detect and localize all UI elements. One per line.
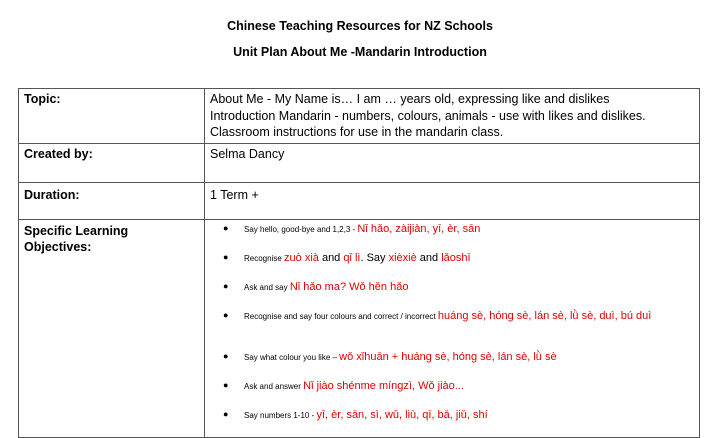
list-item xyxy=(210,406,694,435)
topic-line: Introduction Mandarin - numbers, colours, animals - use with likes and dislikes. xyxy=(210,108,646,123)
list-item xyxy=(210,307,694,348)
bullet-icon: ● xyxy=(223,251,229,262)
pinyin-text: Nǐ jiào shénme míngzì, Wǒ jiào... xyxy=(303,379,464,392)
unit-plan-table xyxy=(18,88,700,438)
unit-plan-subtitle: Unit Plan About Me -Mandarin Introduction xyxy=(233,45,487,59)
duration-value: 1 Term + xyxy=(205,182,700,219)
bullet-icon: ● xyxy=(223,280,229,291)
table-row-topic xyxy=(19,89,700,144)
objective-text: and xyxy=(318,251,344,264)
topic-line: Classroom instructions for use in the mandarin class. xyxy=(210,125,504,139)
pinyin-text: Nǐ hǎo, zàijiàn, yī, èr, sān xyxy=(357,222,481,235)
pinyin-text: zuò xià xyxy=(284,251,319,264)
pinyin-text: wǒ xǐhuān + huáng sè, hóng sè, lán sè, lǜ sè xyxy=(339,350,557,363)
objectives-label: Specific Learning Objectives: xyxy=(19,219,205,437)
created-by-value: Selma Dancy xyxy=(205,143,700,182)
topic-label: Topic: xyxy=(19,89,205,144)
pinyin-text: lǎoshī xyxy=(441,251,471,264)
pinyin-text: qǐ lì xyxy=(343,251,361,264)
table-row-created-by xyxy=(19,143,700,182)
list-item xyxy=(210,220,694,249)
pinyin-text: xièxiè xyxy=(388,251,417,264)
bullet-icon: ● xyxy=(223,408,229,419)
table-row-objectives xyxy=(19,219,700,437)
objective-text: and xyxy=(416,251,442,264)
bullet-icon: ● xyxy=(223,309,229,320)
objective-text: . Say xyxy=(360,251,389,264)
duration-label: Duration: xyxy=(19,182,205,219)
bullet-icon: ● xyxy=(223,350,229,361)
objective-text: Say numbers 1-10 - xyxy=(244,410,317,420)
objective-text: Ask and say xyxy=(244,282,290,292)
pinyin-text: yī, èr, sān, sì, wǔ, liù, qī, bā, jiǔ, shí xyxy=(316,408,488,421)
created-by-label: Created by: xyxy=(19,143,205,182)
pinyin-text: huáng sè, hóng sè, lán sè, lǜ sè, duì, bú duì xyxy=(437,309,652,322)
bullet-icon: ● xyxy=(223,222,229,233)
list-item xyxy=(210,377,694,406)
pinyin-text: Nǐ hǎo ma? Wǒ hěn hǎo xyxy=(289,280,409,293)
document-title: Chinese Teaching Resources for NZ Schools xyxy=(227,19,493,33)
topic-line: About Me - My Name is… I am … years old, expressing like and dislikes xyxy=(210,92,610,106)
objectives-list xyxy=(210,220,694,435)
objective-text: Say what colour you like – xyxy=(244,352,340,362)
objectives-value xyxy=(205,219,700,437)
list-item xyxy=(210,278,694,307)
table-row-duration xyxy=(19,182,700,219)
list-item xyxy=(210,348,694,377)
list-item xyxy=(210,249,694,278)
objective-text: Say hello, good-bye and 1,2,3 - xyxy=(244,224,358,234)
bullet-icon: ● xyxy=(223,379,229,390)
topic-value xyxy=(205,89,700,144)
objective-text: Recognise and say four colours and correct / incorrect xyxy=(244,311,438,321)
objective-text: Ask and answer xyxy=(244,381,304,391)
objective-text: Recognise xyxy=(244,253,285,263)
